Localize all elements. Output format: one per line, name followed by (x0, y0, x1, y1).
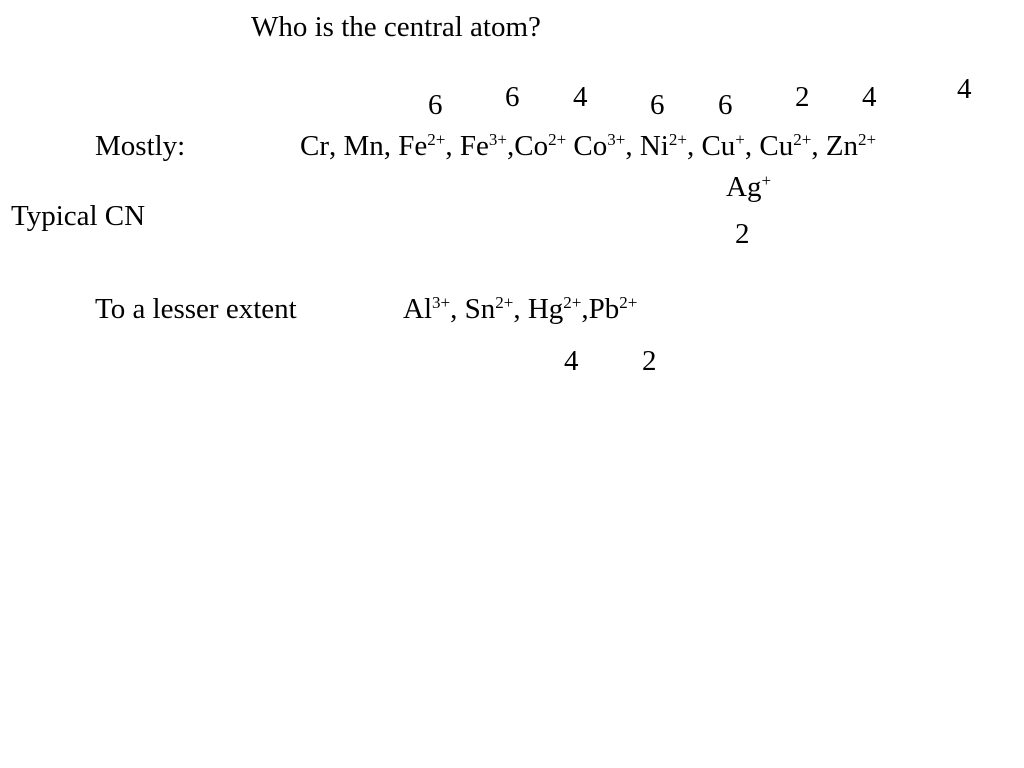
slide-title: Who is the central atom? (251, 11, 541, 43)
cn-hg: 4 (564, 345, 579, 377)
ion-separator: , (329, 130, 344, 162)
cn-co3: 6 (650, 89, 665, 121)
ion-separator: , (625, 130, 640, 162)
ion-separator: , (686, 130, 702, 162)
typical-cn-label: Typical CN (11, 200, 146, 232)
ion: $Sn^{2+}$ (464, 293, 514, 325)
ion: $Fe^{2+}$ (398, 130, 446, 162)
ion-separator: , (383, 130, 399, 162)
ion: $Zn^{2+}$ (825, 130, 877, 162)
ion: Mn (343, 130, 384, 162)
mostly-ion-list (300, 132, 876, 161)
cn-fe3: 6 (505, 81, 520, 113)
ion-separator: , (506, 130, 515, 162)
ion: $Cu^{2+}$ (759, 130, 812, 162)
ion-separator: , (811, 130, 826, 162)
ion: $Ni^{2+}$ (639, 130, 687, 162)
mostly-label: Mostly: (95, 130, 186, 162)
ion: Cr (300, 130, 329, 162)
lesser-label: To a lesser extent (95, 293, 297, 325)
ion: $Co^{3+}$ (573, 130, 626, 162)
ion: $Co^{2+}$ (514, 130, 567, 162)
cn-ag: 2 (735, 218, 750, 250)
cn-fe2: 6 (428, 89, 443, 121)
ion: $Hg^{2+}$ (527, 293, 582, 325)
lesser-ion-list (403, 295, 637, 324)
ion: Cu+ (701, 130, 745, 162)
ion: $Pb^{2+}$ (588, 293, 638, 325)
cn-co2: 4 (573, 81, 588, 113)
cn-pb: 2 (642, 345, 657, 377)
cn-cu1: 2 (795, 81, 810, 113)
ion-separator: , (450, 293, 465, 325)
ion: $Fe^{3+}$ (459, 130, 507, 162)
cn-ni2: 6 (718, 89, 733, 121)
ion-separator: , (513, 293, 528, 325)
ion: Ag+ (726, 171, 772, 203)
cn-cu2: 4 (862, 81, 877, 113)
ion-separator: , (744, 130, 760, 162)
cn-zn2: 4 (957, 73, 972, 105)
ion-separator: , (581, 293, 589, 325)
ag-ion (726, 173, 771, 202)
ion: $Al^{3+}$ (403, 293, 451, 325)
ion-separator: , (445, 130, 460, 162)
